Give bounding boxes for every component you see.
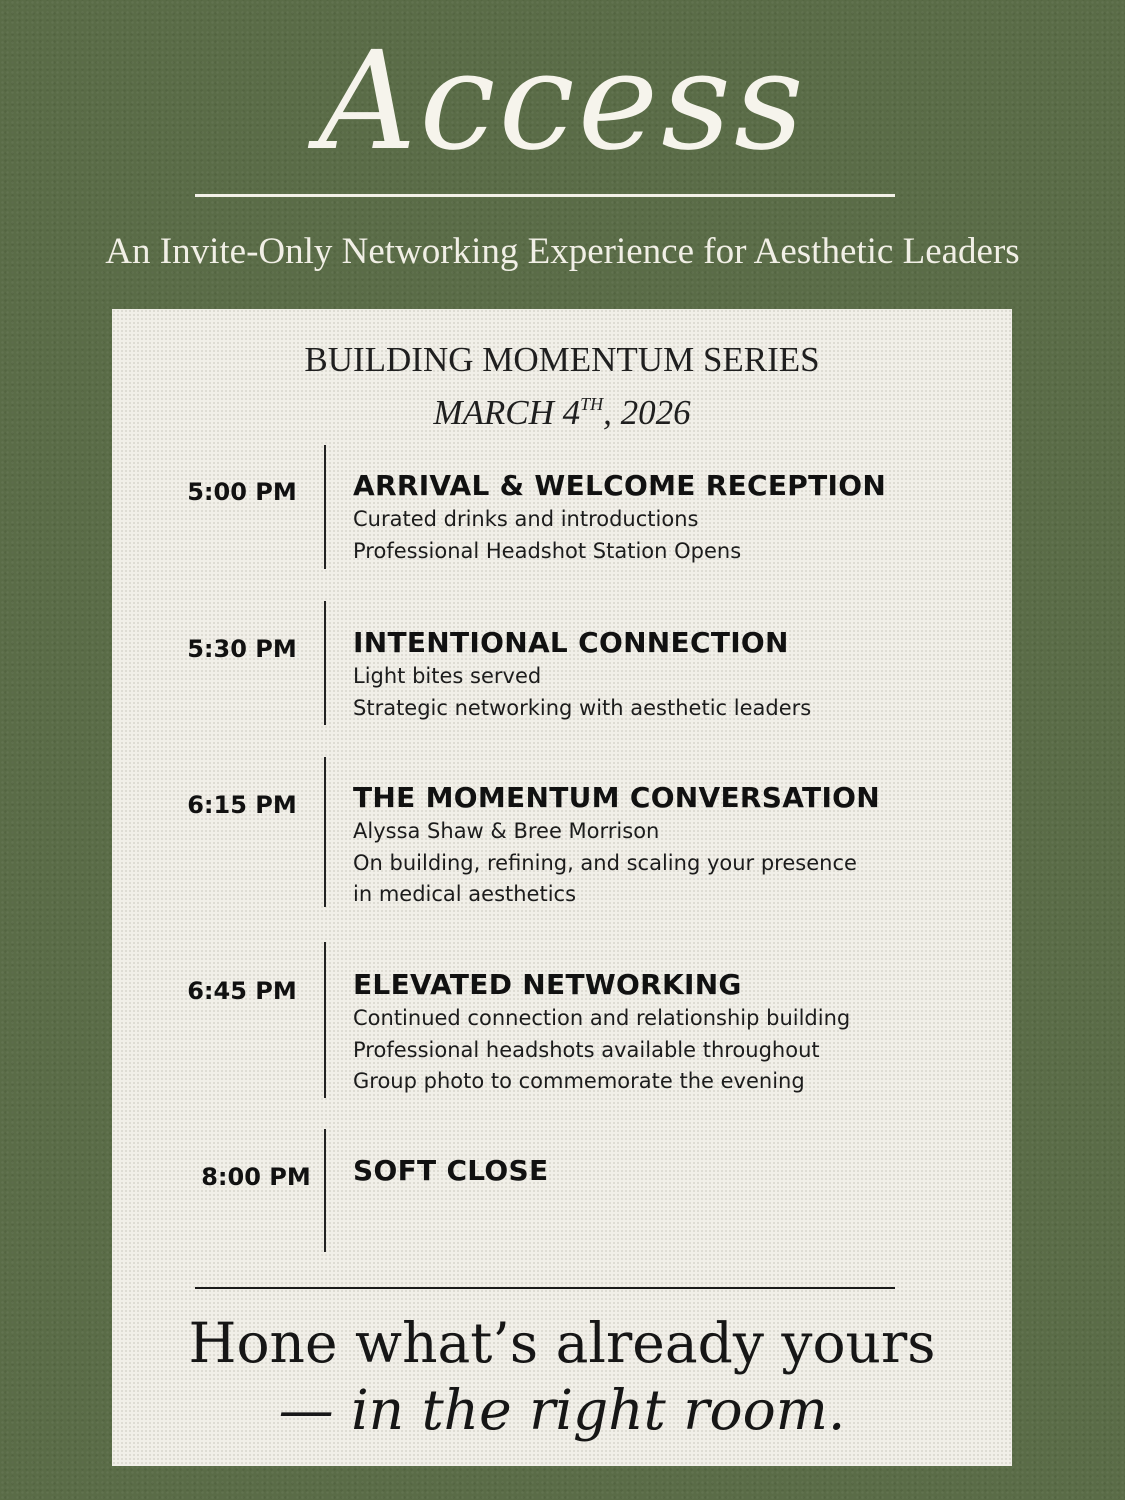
agenda-item-title: SOFT CLOSE — [353, 1154, 549, 1187]
footer-divider — [195, 1287, 895, 1289]
agenda-time: 8:00 PM — [201, 1163, 311, 1191]
event-date-ordinal: TH — [580, 394, 604, 414]
agenda-item — [353, 468, 993, 567]
agenda-item-detail: Continued connection and relationship building — [353, 1006, 851, 1030]
agenda-item-title: THE MOMENTUM CONVERSATION — [353, 781, 881, 814]
agenda-item — [353, 625, 993, 724]
agenda-item-detail: Strategic networking with aesthetic leaders — [353, 695, 812, 720]
series-name: BUILDING MOMENTUM SERIES — [304, 340, 820, 379]
agenda-item-detail: Alyssa Shaw & Bree Morrison — [353, 819, 660, 843]
agenda-item-detail: Curated drinks and introductions — [353, 507, 699, 531]
agenda-item-detail: in medical aesthetics — [353, 882, 577, 906]
agenda-item — [353, 780, 993, 911]
agenda-item-title: ARRIVAL & WELCOME RECEPTION — [353, 469, 887, 502]
agenda-divider — [324, 757, 326, 907]
agenda-item-detail: Group photo to commemorate the evening — [353, 1069, 805, 1093]
event-date-year: , 2026 — [603, 393, 691, 432]
agenda-item-title: ELEVATED NETWORKING — [353, 968, 742, 1001]
agenda-card — [112, 309, 1012, 1466]
agenda-item-detail: Professional headshots available throughout — [353, 1037, 820, 1062]
agenda-item-detail: On building, refining, and scaling your presence — [353, 850, 857, 875]
agenda-item — [353, 967, 993, 1098]
agenda-item — [353, 1153, 993, 1189]
agenda-divider — [324, 942, 326, 1098]
page-subtitle: An Invite-Only Networking Experience for Aesthetic Leaders — [105, 231, 1020, 272]
agenda-time: 6:45 PM — [187, 977, 297, 1005]
agenda-item-title: INTENTIONAL CONNECTION — [353, 626, 789, 659]
tagline-italic: — in the right room. — [278, 1378, 846, 1442]
agenda-time: 6:15 PM — [187, 791, 297, 819]
agenda-divider — [324, 1129, 326, 1252]
agenda-divider — [324, 445, 326, 569]
agenda-item-detail: Professional Headshot Station Opens — [353, 538, 742, 563]
page-title: Access — [318, 23, 807, 181]
agenda-item-detail: Light bites served — [353, 664, 542, 688]
event-date — [112, 383, 1012, 434]
tagline: Hone what’s already yours — [188, 1311, 936, 1375]
event-date-month-day: MARCH 4 — [433, 393, 581, 432]
title-divider — [195, 194, 895, 197]
agenda-time: 5:00 PM — [187, 478, 297, 506]
agenda-divider — [324, 601, 326, 725]
agenda-time: 5:30 PM — [187, 635, 297, 663]
